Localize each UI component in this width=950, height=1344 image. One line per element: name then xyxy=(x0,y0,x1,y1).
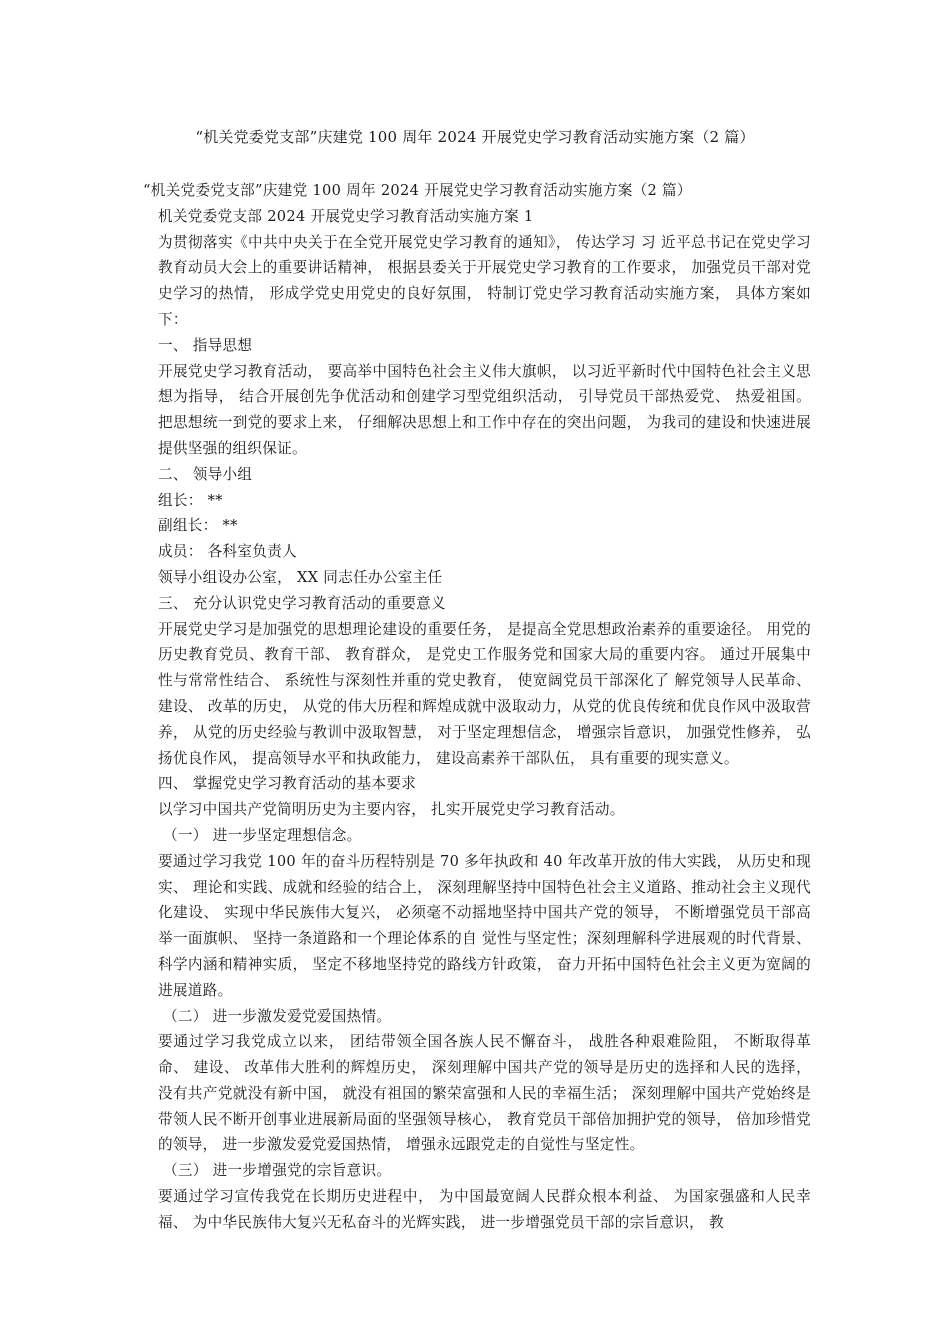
body-heading: “机关党委党支部”庆建党 100 周年 2024 开展党史学习教育活动实施方案（2 篇） xyxy=(143,182,692,199)
leader-line: 组长： ** xyxy=(158,491,223,509)
paragraph-ideals: 要通过学习我党 100 年的奋斗历程特别是 70 多年执政和 40 年改革开放的伟大实践， 从历史和现实、 理论和实践、成就和经验的结合上， 深刻理解坚持中国特色社会主义道路、推动社会主义现代化建设、 实现中华民族伟大复兴， 必须毫不动摇地坚持中国共产党的领导， 不断增强党员干部高举一面旗帜、 坚持一条道路和一个理论体系的自 觉性与坚定性；深刻理解科学进展观的时代背景、 科学内涵和精神实质， 坚定不移地坚持党的路线方针政策， 奋力开拓中国特色社会主义更为宽阔的进展道路。 xyxy=(158,852,811,999)
paragraph-patriotism: 要通过学习我党成立以来， 团结带领全国各族人民不懈奋斗， 战胜各种艰难险阻， 不断取得革命、 建设、 改革伟大胜利的辉煌历史， 深刻理解中国共产党的领导是历史的选择和人民的选择， 没有共产党就没有新中国， 就没有祖国的繁荣富强和人民的幸福生活； 深刻理解中国共产党始终是带领人民不断开创事业进展新局面的坚强领导核心， 教育党员干部倍加拥护党的领导， 倍加珍惜党的领导， 进一步激发爱党爱国热情， 增强永远跟党走的自觉性与坚定性。 xyxy=(158,1033,811,1154)
subsection-heading-1: （一） 进一步坚定理想信念。 xyxy=(163,826,362,844)
paragraph-requirements: 以学习中国共产党简明历史为主要内容， 扎实开展党史学习教育活动。 xyxy=(158,801,625,819)
subtitle: 机关党委党支部 2024 开展党史学习教育活动实施方案 1 xyxy=(158,207,534,225)
paragraph-guiding-thought: 开展党史学习教育活动， 要高举中国特色社会主义伟大旗帜， 以习近平新时代中国特色社会主义思想为指导， 结合开展创先争优活动和创建学习型党组织活动， 引导党员干部热爱党、 热爱祖国。 把思想统一到党的要求上来， 仔细解决思想上和工作中存在的突出问题， 为我司的建设和快速进展提供坚强的组织保证。 xyxy=(158,362,811,457)
document-body xyxy=(143,178,811,1236)
deputy-leader-line: 副组长： ** xyxy=(158,517,238,535)
members-line: 成员： 各科室负责人 xyxy=(158,543,297,561)
document-title: “机关党委党支部”庆建党 100 周年 2024 开展党史学习教育活动实施方案（2 篇） xyxy=(195,128,755,146)
paragraph-significance: 开展党史学习是加强党的思想理论建设的重要任务， 是提高全党思想政治素养的重要途径。 用党的历史教育党员、教育干部、 教育群众， 是党史工作服务党和国家大局的重要内容。 通过开展集中性与常常性结合、 系统性与深刻性并重的党史教育， 使宽阔党员干部深化了 解党领导人民革命、 建设、 改革的历史， 从党的伟大历程和辉煌成就中汲取动力，从党的优良传统和优良作风中汲取营养， 从党的历史经验与教训中汲取智慧， 对于坚定理想信念， 增强宗旨意识， 加强党性修养， 弘扬优良作风， 提高领导水平和执政能力， 建设高素养干部队伍， 具有重要的现实意义。 xyxy=(158,620,811,767)
section-heading-2: 二、 领导小组 xyxy=(158,465,253,483)
section-heading-3: 三、 充分认识党史学习教育活动的重要意义 xyxy=(158,594,446,612)
section-heading-1: 一、 指导思想 xyxy=(158,336,253,354)
paragraph-intro: 为贯彻落实《中共中央关于在全党开展党史学习教育的通知》， 传达学习 习 近平总书记在党史学习 教育动员大会上的重要讲话精神， 根据县委关于开展党史学习教育的工作要求， 加强党员干部对党史学习的热情， 形成学党史用党史的良好氛围， 特制订党史学习教育活动实施方案， 具体方案如下： xyxy=(158,233,811,328)
office-line: 领导小组设办公室， XX 同志任办公室主任 xyxy=(158,568,443,586)
paragraph-purpose: 要通过学习宣传我党在长期历史进程中， 为中国最宽阔人民群众根本利益、 为国家强盛和人民幸福、 为中华民族伟大复兴无私奋斗的光辉实践， 进一步增强党员干部的宗旨意识， 教 xyxy=(158,1188,811,1231)
subsection-heading-2: （二） 进一步激发爱党爱国热情。 xyxy=(163,1007,392,1025)
subsection-heading-3: （三） 进一步增强党的宗旨意识。 xyxy=(163,1162,392,1180)
section-heading-4: 四、 掌握党史学习教育活动的基本要求 xyxy=(158,775,417,793)
